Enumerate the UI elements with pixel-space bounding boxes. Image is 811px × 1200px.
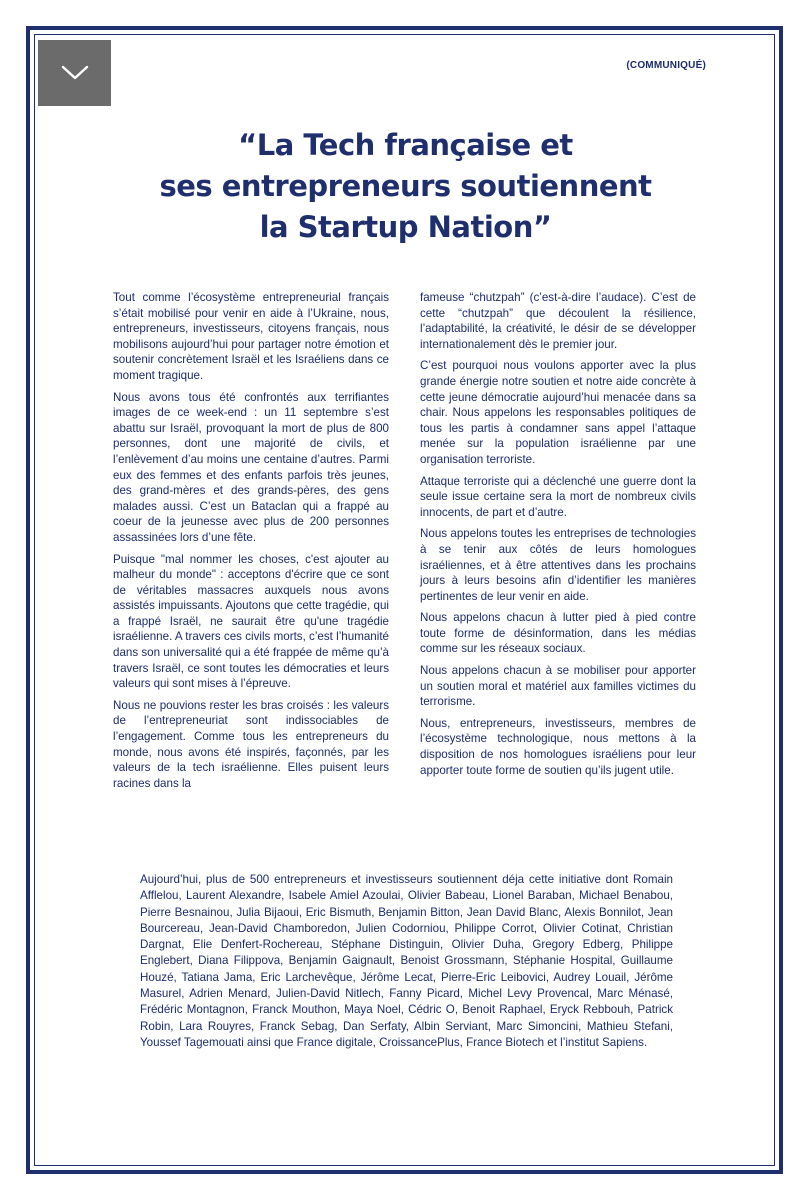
paragraph: Nous avons tous été confrontés aux terrifiantes images de ce week-end : un 11 septembre s’est abattu sur Israël, provoquant la mort de plus de 800 personnes, dont une majorité de civils, et l’enlèvement d’au moins une centaine d’autres. Parmi eux des femmes et des enfants parfois très jeunes, des grand-mères et des grands-pères, des gens malades aussi. C’est un Bataclan qui a frappé au coeur de la jeunesse avec plus de 200 personnes assassinées lors d’une fête. <box>113 390 389 544</box>
collapse-button[interactable] <box>38 40 111 106</box>
headline <box>60 125 751 248</box>
article-column-left <box>113 290 389 797</box>
paragraph: Nous appelons chacun à se mobiliser pour apporter un soutien moral et matériel aux familles victimes du terrorisme. <box>420 664 696 709</box>
article-column-right <box>420 290 696 784</box>
headline-line: “La Tech française et <box>238 128 573 162</box>
communique-label: (COMMUNIQUÉ) <box>626 60 706 71</box>
headline-line: ses entrepreneurs soutiennent <box>159 169 652 203</box>
paragraph: Puisque "mal nommer les choses, c'est ajouter au malheur du monde" : acceptons d'écrire que ce sont de véritables massacres auxquels nous avons assistés impuissants. Ajoutons que cette tragédie, qui a frappé Israël, ne saurait être qu'une tragédie israélienne. A travers ces civils morts, c’est l’humanité dans son universalité qui a été frappée de même qu’à travers Israël, ce sont toutes les démocraties et leurs valeurs qui sont mises à l’épreuve. <box>113 552 389 691</box>
paragraph: C’est pourquoi nous voulons apporter avec la plus grande énergie notre soutien et notre aide concrète à cette jeune démocratie aujourd’hui menacée dans sa chair. Nous appelons les responsables politiques de tous les partis à condamner sans appel l’attaque menée sur la population israélienne par une organisation terroriste. <box>420 359 696 466</box>
paragraph: Tout comme l’écosystème entrepreneurial français s’était mobilisé pour venir en aide à l’Ukraine, nous, entrepreneurs, investisseurs, citoyens français, nous mobilisons aujourd’hui pour partager notre émotion et soutenir concrètement Israël et les Israéliens dans ce moment tragique. <box>113 291 389 382</box>
signatories-list: Aujourd’hui, plus de 500 entrepreneurs et investisseurs soutiennent déja cette initiative dont Romain Afflelou, Laurent Alexandre, Isabele Amiel Azoulai, Olivier Babeau, Lionel Baraban, Michael Benabou, Pierre Besnainou, Julia Bijaoui, Eric Bismuth, Benjamin Bitton, Jean David Blanc, Alexis Bonnilot, Jean Bourcereau, Jean-David Chamboredon, Julien Codorniou, Philippe Corrot, Olivier Cotinat, Christian Dargnat, Elie Denfert-Rochereau, Stéphane Distinguin, Olivier Duha, Gregory Edberg, Philippe Englebert, Diana Filippova, Benjamin Gaignault, Benoist Grossmann, Stéphanie Hospital, Guillaume Houzé, Tatiana Jama, Eric Larchevêque, Jérôme Lecat, Pierre-Eric Leibovici, Audrey Louail, Jérôme Masurel, Adrien Menard, Julien-David Nitlech, Fanny Picard, Michel Levy Provencal, Marc Ménasé, Frédéric Montagnon, Franck Mouthon, Maya Noel, Cédric O, Benoit Raphael, Eryck Rebbouh, Patrick Robin, Lara Rouyres, Franck Sebag, Dan Serfaty, Albin Serviant, Marc Simoncini, Mathieu Stefani, Youssef Tagemouati ainsi que France digitale, CroissancePlus, France Biotech et l’institut Sapiens. <box>140 873 673 1049</box>
paragraph: Nous appelons chacun à lutter pied à pied contre toute forme de désinformation, dans les médias comme sur les réseaux sociaux. <box>420 611 696 656</box>
paragraph: fameuse “chutzpah” (c’est-à-dire l’audace). C’est de cette “chutzpah” que découlent la résilience, l’adaptabilité, la créativité, le désir de se développer internationalement dès le premier jour. <box>420 291 696 351</box>
paragraph: Nous ne pouvions rester les bras croisés : les valeurs de l’entrepreneuriat sont indissociables de l’engagement. Comme tous les entrepreneurs du monde, nous avons été inspirés, façonnés, par les valeurs de la tech israélienne. Elles puisent leurs racines dans la <box>113 698 389 790</box>
headline-line: la Startup Nation” <box>259 210 552 244</box>
article-body <box>0 290 811 850</box>
chevron-down-icon <box>60 64 90 82</box>
paragraph: Attaque terroriste qui a déclenché une guerre dont la seule issue certaine sera la mort de nombreux civils innocents, de part et d’autre. <box>420 474 696 519</box>
paragraph: Nous appelons toutes les entreprises de technologies à se tenir aux côtés de leurs homologues israéliennes, et à être attentives dans les prochains jours à leurs besoins afin d’identifier les manières pertinentes de leur venir en aide. <box>420 527 696 603</box>
paragraph: Nous, entrepreneurs, investisseurs, membres de l’écosystème technologique, nous mettons à la disposition de nos homologues israéliens pour leur apporter toute forme de soutien qu’ils jugent utile. <box>420 716 696 777</box>
